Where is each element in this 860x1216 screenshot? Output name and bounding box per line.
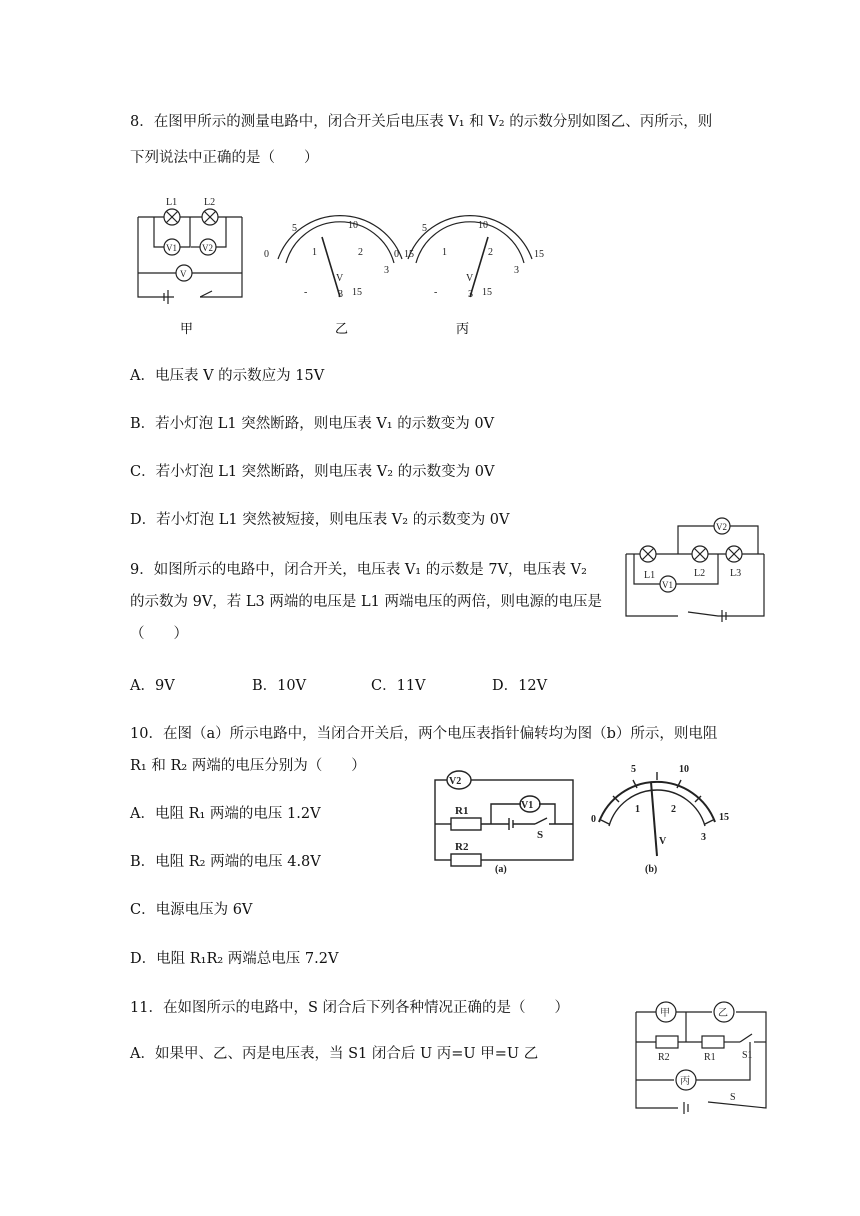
q9-option-b: B．10V	[252, 678, 307, 694]
q11-option-a: A．如果甲、乙、丙是电压表，当 S1 闭合后 U 丙=U 甲=U 乙	[130, 1046, 539, 1062]
q9-label-L2: L2	[694, 568, 706, 579]
svg-text:2: 2	[358, 247, 363, 258]
q9-option-d: D．12V	[492, 678, 548, 694]
svg-text:15: 15	[404, 249, 414, 260]
q8-meter-yi	[264, 216, 414, 300]
q8-stem-line1: 8．在图甲所示的测量电路中，闭合开关后电压表 V₁ 和 V₂ 的示数分别如图乙、丙所示，则	[130, 114, 713, 130]
svg-text:15: 15	[482, 287, 492, 298]
q9-option-a: A．9V	[130, 678, 175, 694]
svg-text:3: 3	[338, 289, 343, 300]
q8-label-L2: L2	[204, 197, 216, 208]
q9-stem-line2: 的示数为 9V，若 L3 两端的电压是 L1 两端电压的两倍，则电源的电压是	[130, 594, 602, 610]
q8-stem-line2: 下列说法中正确的是（ ）	[130, 150, 319, 166]
q8-option-c: C．若小灯泡 L1 突然断路，则电压表 V₂ 的示数变为 0V	[130, 464, 495, 480]
svg-text:15: 15	[719, 812, 729, 823]
q10-option-b: B．电阻 R₂ 两端的电压 4.8V	[130, 854, 321, 870]
q10-figure	[425, 762, 745, 882]
q9-label-L3: L3	[730, 568, 742, 579]
q11-meter-yi: 乙	[718, 1008, 728, 1019]
q10-option-c: C．电源电压为 6V	[130, 902, 253, 918]
q11-meter-jia: 甲	[660, 1008, 670, 1019]
q9-label-L1: L1	[644, 570, 656, 581]
q10-label-R1: R1	[455, 805, 469, 817]
q9-option-c: C．11V	[371, 678, 426, 694]
q11-meter-bing: 丙	[680, 1076, 690, 1087]
q9-figure	[618, 512, 768, 622]
svg-text:-: -	[434, 287, 438, 298]
svg-text:2: 2	[488, 247, 493, 258]
svg-text:0: 0	[394, 249, 399, 260]
svg-text:3: 3	[468, 289, 473, 300]
q9-stem-line3: （ ）	[130, 626, 188, 642]
q8-label-V2: V2	[202, 243, 213, 253]
svg-text:5: 5	[631, 764, 636, 775]
svg-text:10: 10	[679, 764, 689, 775]
q10-caption-b: (b)	[645, 864, 658, 875]
q10-label-V2: V2	[449, 776, 462, 787]
q10-caption-a: (a)	[495, 864, 507, 875]
svg-text:3: 3	[701, 832, 706, 843]
svg-text:15: 15	[534, 249, 544, 260]
q8-option-b: B．若小灯泡 L1 突然断路，则电压表 V₁ 的示数变为 0V	[130, 416, 495, 432]
svg-text:3: 3	[384, 265, 389, 276]
svg-text:1: 1	[442, 247, 447, 258]
svg-text:3: 3	[514, 265, 519, 276]
q10-option-a: A．电阻 R₁ 两端的电压 1.2V	[130, 806, 321, 822]
q8-caption-yi: 乙	[335, 321, 349, 336]
svg-text:1: 1	[635, 804, 640, 815]
q10-label-R2: R2	[455, 841, 469, 853]
svg-text:0: 0	[591, 814, 596, 825]
q8-label-V: V	[180, 269, 187, 279]
q8-figure	[130, 185, 550, 340]
svg-text:1: 1	[312, 247, 317, 258]
q10-stem-line2: R₁ 和 R₂ 两端的电压分别为（ ）	[130, 758, 366, 774]
svg-text:5: 5	[422, 223, 427, 234]
q8-caption-jia: 甲	[180, 321, 194, 336]
q8-label-V1: V1	[166, 243, 177, 253]
q11-label-S1: S1	[742, 1050, 753, 1061]
svg-text:5: 5	[292, 223, 297, 234]
q10-option-d: D．电阻 R₁R₂ 两端总电压 7.2V	[130, 951, 339, 967]
q10-meter-b	[591, 764, 729, 875]
q8-meter-bing	[394, 216, 544, 300]
q11-figure	[630, 990, 770, 1115]
svg-text:2: 2	[671, 804, 676, 815]
svg-text:10: 10	[348, 220, 358, 231]
q10-stem-line1: 10．在图（a）所示电路中，当闭合开关后，两个电压表指针偏转均为图（b）所示，则电阻	[130, 726, 718, 742]
svg-text:10: 10	[478, 220, 488, 231]
q11-stem-line1: 11．在如图所示的电路中，S 闭合后下列各种情况正确的是（ ）	[130, 1000, 569, 1016]
svg-text:15: 15	[352, 287, 362, 298]
svg-text:0: 0	[264, 249, 269, 260]
q11-label-S: S	[730, 1092, 736, 1103]
q9-label-V2: V2	[716, 522, 727, 532]
q10-label-S: S	[537, 829, 544, 841]
q8-option-d: D．若小灯泡 L1 突然被短接，则电压表 V₂ 的示数变为 0V	[130, 512, 510, 528]
svg-text:V: V	[336, 273, 344, 284]
q10-label-V1: V1	[521, 800, 534, 811]
q11-label-R1: R1	[704, 1052, 716, 1063]
q8-caption-bing: 丙	[456, 321, 470, 336]
q8-label-L1: L1	[166, 197, 178, 208]
svg-text:V: V	[466, 273, 474, 284]
q11-label-R2: R2	[658, 1052, 670, 1063]
q8-option-a: A．电压表 V 的示数应为 15V	[130, 368, 325, 384]
svg-text:-: -	[304, 287, 308, 298]
q9-label-V1: V1	[662, 580, 673, 590]
q9-stem-line1: 9．如图所示的电路中，闭合开关，电压表 V₁ 的示数是 7V，电压表 V₂	[130, 562, 587, 578]
svg-text:V: V	[659, 836, 667, 847]
